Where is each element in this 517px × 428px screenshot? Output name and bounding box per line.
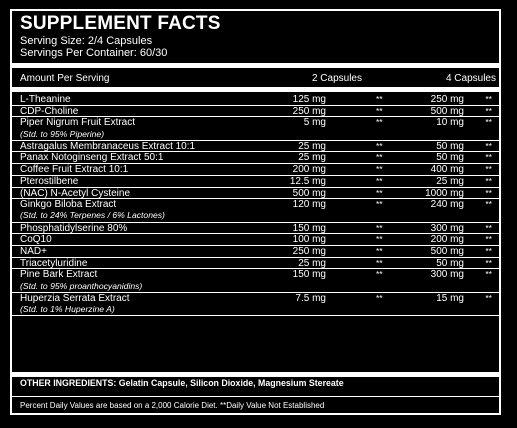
daily-value-2-capsules: ** (376, 245, 383, 256)
daily-value-2-capsules: ** (376, 222, 383, 233)
daily-value-4-capsules: ** (485, 117, 492, 128)
amount-4-capsules: 50 mg (436, 140, 464, 152)
amount-4-capsules: 250 mg (430, 94, 464, 105)
daily-value-2-capsules: ** (376, 187, 383, 198)
amount-4-capsules: 300 mg (430, 269, 464, 281)
footnote-rule (12, 396, 499, 397)
ingredient-name: NAD+ (20, 245, 47, 257)
ingredient-name: Astragalus Membranaceus Extract 10:1 (20, 140, 196, 152)
amount-2-capsules: 250 mg (292, 105, 326, 117)
serving-size: Serving Size: 2/4 Capsules (20, 35, 153, 47)
servings-per-container: Servings Per Container: 60/30 (20, 47, 168, 59)
supplement-facts-panel (10, 9, 501, 415)
amount-2-capsules: 7.5 mg (295, 292, 326, 304)
col2-header: 4 Capsules (445, 73, 496, 84)
ingredient-name: Pine Bark Extract (20, 269, 98, 281)
amount-4-capsules: 400 mg (430, 164, 464, 176)
amount-2-capsules: 120 mg (292, 199, 326, 211)
ingredient-row (12, 176, 499, 188)
amount-2-capsules: 12.5 mg (289, 175, 326, 187)
daily-value-4-capsules: ** (485, 94, 492, 104)
bottom-thick-rule (12, 372, 499, 377)
ingredient-name: Huperzia Serrata Extract (20, 292, 130, 304)
ingredient-standardization: (Std. to 24% Terpenes / 6% Lactones) (20, 210, 165, 221)
ingredient-name: Pterostilbene (20, 175, 79, 187)
amount-2-capsules: 150 mg (292, 222, 326, 234)
daily-value-2-capsules: ** (376, 199, 383, 210)
ingredient-name: CDP-Choline (20, 105, 79, 117)
daily-value-4-capsules: ** (485, 140, 492, 151)
daily-value-4-capsules: ** (485, 105, 492, 116)
daily-value-2-capsules: ** (376, 269, 383, 280)
ingredient-name: Piper Nigrum Fruit Extract (20, 117, 136, 129)
daily-value-4-capsules: ** (485, 245, 492, 256)
ingredient-name: Ginkgo Biloba Extract (20, 199, 117, 211)
ingredient-name: Panax Notoginseng Extract 50:1 (20, 152, 164, 164)
ingredient-row (12, 117, 499, 140)
ingredient-row (12, 258, 499, 270)
amount-4-capsules: 25 mg (436, 175, 464, 187)
amount-2-capsules: 25 mg (298, 152, 326, 164)
ingredient-row (12, 164, 499, 176)
ingredient-row (12, 234, 499, 246)
amount-2-capsules: 250 mg (292, 245, 326, 257)
ingredient-row (12, 269, 499, 292)
daily-value-4-capsules: ** (485, 257, 492, 268)
daily-value-2-capsules: ** (376, 292, 383, 303)
ingredient-name: (NAC) N-Acetyl Cysteine (20, 187, 131, 199)
daily-value-2-capsules: ** (376, 94, 383, 104)
amount-2-capsules: 25 mg (298, 140, 326, 152)
panel-title: SUPPLEMENT FACTS (20, 13, 221, 34)
amount-2-capsules: 100 mg (292, 234, 326, 246)
ingredient-standardization: (Std. to 95% proanthocyanidins) (20, 280, 143, 291)
daily-value-2-capsules: ** (376, 257, 383, 268)
daily-value-2-capsules: ** (376, 152, 383, 163)
amount-4-capsules: 500 mg (430, 105, 464, 117)
daily-value-4-capsules: ** (485, 234, 492, 245)
amount-4-capsules: 500 mg (430, 245, 464, 257)
ingredient-row (12, 246, 499, 258)
amount-4-capsules: 50 mg (436, 152, 464, 164)
amount-2-capsules: 150 mg (292, 269, 326, 281)
ingredient-name: L-Theanine (20, 94, 71, 105)
daily-value-4-capsules: ** (485, 175, 492, 186)
daily-value-4-capsules: ** (485, 187, 492, 198)
daily-value-4-capsules: ** (485, 292, 492, 303)
ingredient-row (12, 199, 499, 222)
ingredient-name: Triacetyluridine (20, 257, 88, 269)
daily-value-2-capsules: ** (376, 140, 383, 151)
amount-2-capsules: 25 mg (298, 257, 326, 269)
header-thick-rule (12, 87, 499, 92)
daily-value-4-capsules: ** (485, 269, 492, 280)
ingredient-row (12, 152, 499, 164)
amount-4-capsules: 1000 mg (425, 187, 464, 199)
ingredient-list (12, 94, 499, 316)
ingredient-row (12, 94, 499, 106)
daily-value-2-capsules: ** (376, 105, 383, 116)
daily-value-4-capsules: ** (485, 199, 492, 210)
amount-4-capsules: 10 mg (436, 117, 464, 129)
amount-2-capsules: 125 mg (292, 94, 326, 105)
daily-value-2-capsules: ** (376, 175, 383, 186)
ingredient-standardization: (Std. to 95% Piperine) (20, 128, 105, 139)
ingredient-name: CoQ10 (20, 234, 52, 246)
daily-value-footnote: Percent Daily Values are based on a 2,000 Calorie Diet. **Daily Value Not Established (20, 401, 325, 410)
other-ingredients: OTHER INGREDIENTS: Gelatin Capsule, Silicon Dioxide, Magnesium Stereate (20, 378, 344, 388)
ingredient-standardization: (Std. to 1% Huperzine A) (20, 303, 115, 314)
daily-value-2-capsules: ** (376, 117, 383, 128)
amount-2-capsules: 200 mg (292, 164, 326, 176)
daily-value-2-capsules: ** (376, 164, 383, 175)
ingredient-row (12, 293, 499, 316)
ingredient-row (12, 141, 499, 153)
amount-4-capsules: 15 mg (436, 292, 464, 304)
amount-per-serving-label: Amount Per Serving (20, 73, 110, 84)
amount-4-capsules: 200 mg (430, 234, 464, 246)
amount-4-capsules: 300 mg (430, 222, 464, 234)
amount-2-capsules: 5 mg (303, 117, 326, 129)
daily-value-4-capsules: ** (485, 222, 492, 233)
amount-4-capsules: 240 mg (430, 199, 464, 211)
ingredient-name: Phosphatidylserine 80% (20, 222, 128, 234)
ingredient-row (12, 106, 499, 118)
ingredient-row (12, 188, 499, 200)
daily-value-2-capsules: ** (376, 234, 383, 245)
daily-value-4-capsules: ** (485, 152, 492, 163)
amount-2-capsules: 500 mg (292, 187, 326, 199)
col1-header: 2 Capsules (311, 73, 362, 84)
ingredient-row (12, 223, 499, 235)
daily-value-4-capsules: ** (485, 164, 492, 175)
amount-4-capsules: 50 mg (436, 257, 464, 269)
ingredient-name: Coffee Fruit Extract 10:1 (20, 164, 129, 176)
top-thick-rule (12, 63, 499, 68)
